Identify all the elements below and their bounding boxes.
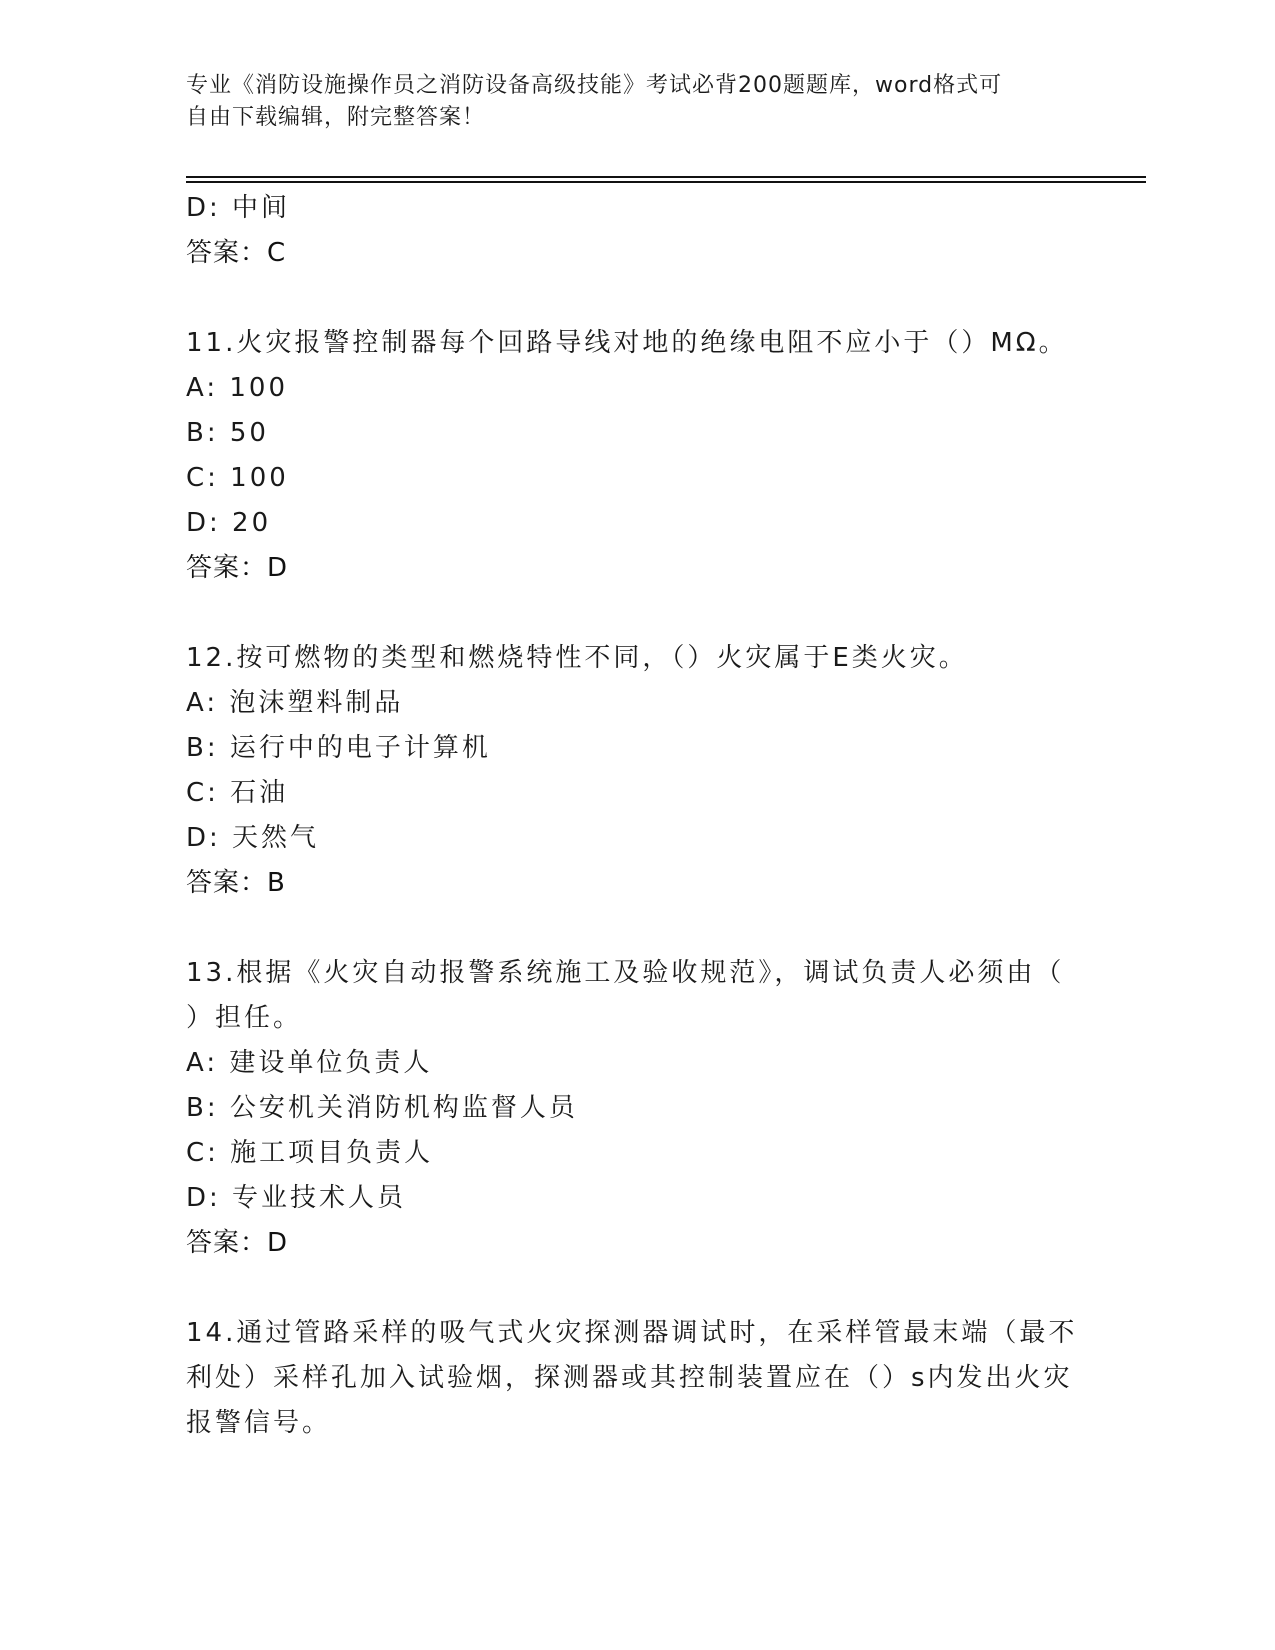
question-14 — [186, 1311, 1086, 1446]
document-header — [186, 70, 1086, 134]
question-11 — [186, 321, 1086, 591]
question-stem: 13.根据《火灾自动报警系统施工及验收规范》，调试负责人必须由（ — [186, 958, 1065, 988]
question-stem-continued: 报警信号。 — [186, 1408, 332, 1438]
question-stem: 14.通过管路采样的吸气式火灾探测器调试时，在采样管最末端（最不 — [186, 1318, 1078, 1348]
option-a: A: 建设单位负责人 — [186, 1048, 433, 1078]
option-b: B: 公安机关消防机构监督人员 — [186, 1093, 578, 1123]
question-12 — [186, 636, 1086, 906]
question-13 — [186, 951, 1086, 1266]
option-d: D: 20 — [186, 508, 272, 538]
option-c: C: 100 — [186, 463, 289, 493]
question-stem: 11.火灾报警控制器每个回路导线对地的绝缘电阻不应小于（）MΩ。 — [186, 328, 1068, 358]
question-stem: 12.按可燃物的类型和燃烧特性不同，（）火灾属于E类火灾。 — [186, 643, 968, 673]
option-c: C: 石油 — [186, 778, 289, 808]
question-stem-continued: 利处）采样孔加入试验烟，探测器或其控制装置应在（）s内发出火灾 — [186, 1363, 1073, 1393]
option-d: D: 专业技术人员 — [186, 1183, 407, 1213]
option-a: A: 100 — [186, 373, 288, 403]
document-body — [186, 186, 1086, 1446]
header-line-1: 专业《消防设施操作员之消防设备高级技能》考试必背200题题库，word格式可 — [186, 73, 1003, 98]
option-d: D: 天然气 — [186, 823, 320, 853]
header-line-2: 自由下载编辑，附完整答案！ — [186, 105, 486, 130]
option-b: B: 运行中的电子计算机 — [186, 733, 491, 763]
answer-line: 答案：D — [186, 1228, 289, 1258]
question-stem-continued: ）担任。 — [186, 1003, 303, 1033]
option-a: A: 泡沫塑料制品 — [186, 688, 404, 718]
header-divider-top — [186, 176, 1146, 178]
option-b: B: 50 — [186, 418, 269, 448]
option-d: D: 中间 — [186, 193, 291, 223]
answer-line: 答案：C — [186, 238, 287, 268]
header-divider-bottom — [186, 181, 1146, 183]
answer-line: 答案：D — [186, 553, 289, 583]
option-c: C: 施工项目负责人 — [186, 1138, 434, 1168]
answer-line: 答案：B — [186, 868, 286, 898]
